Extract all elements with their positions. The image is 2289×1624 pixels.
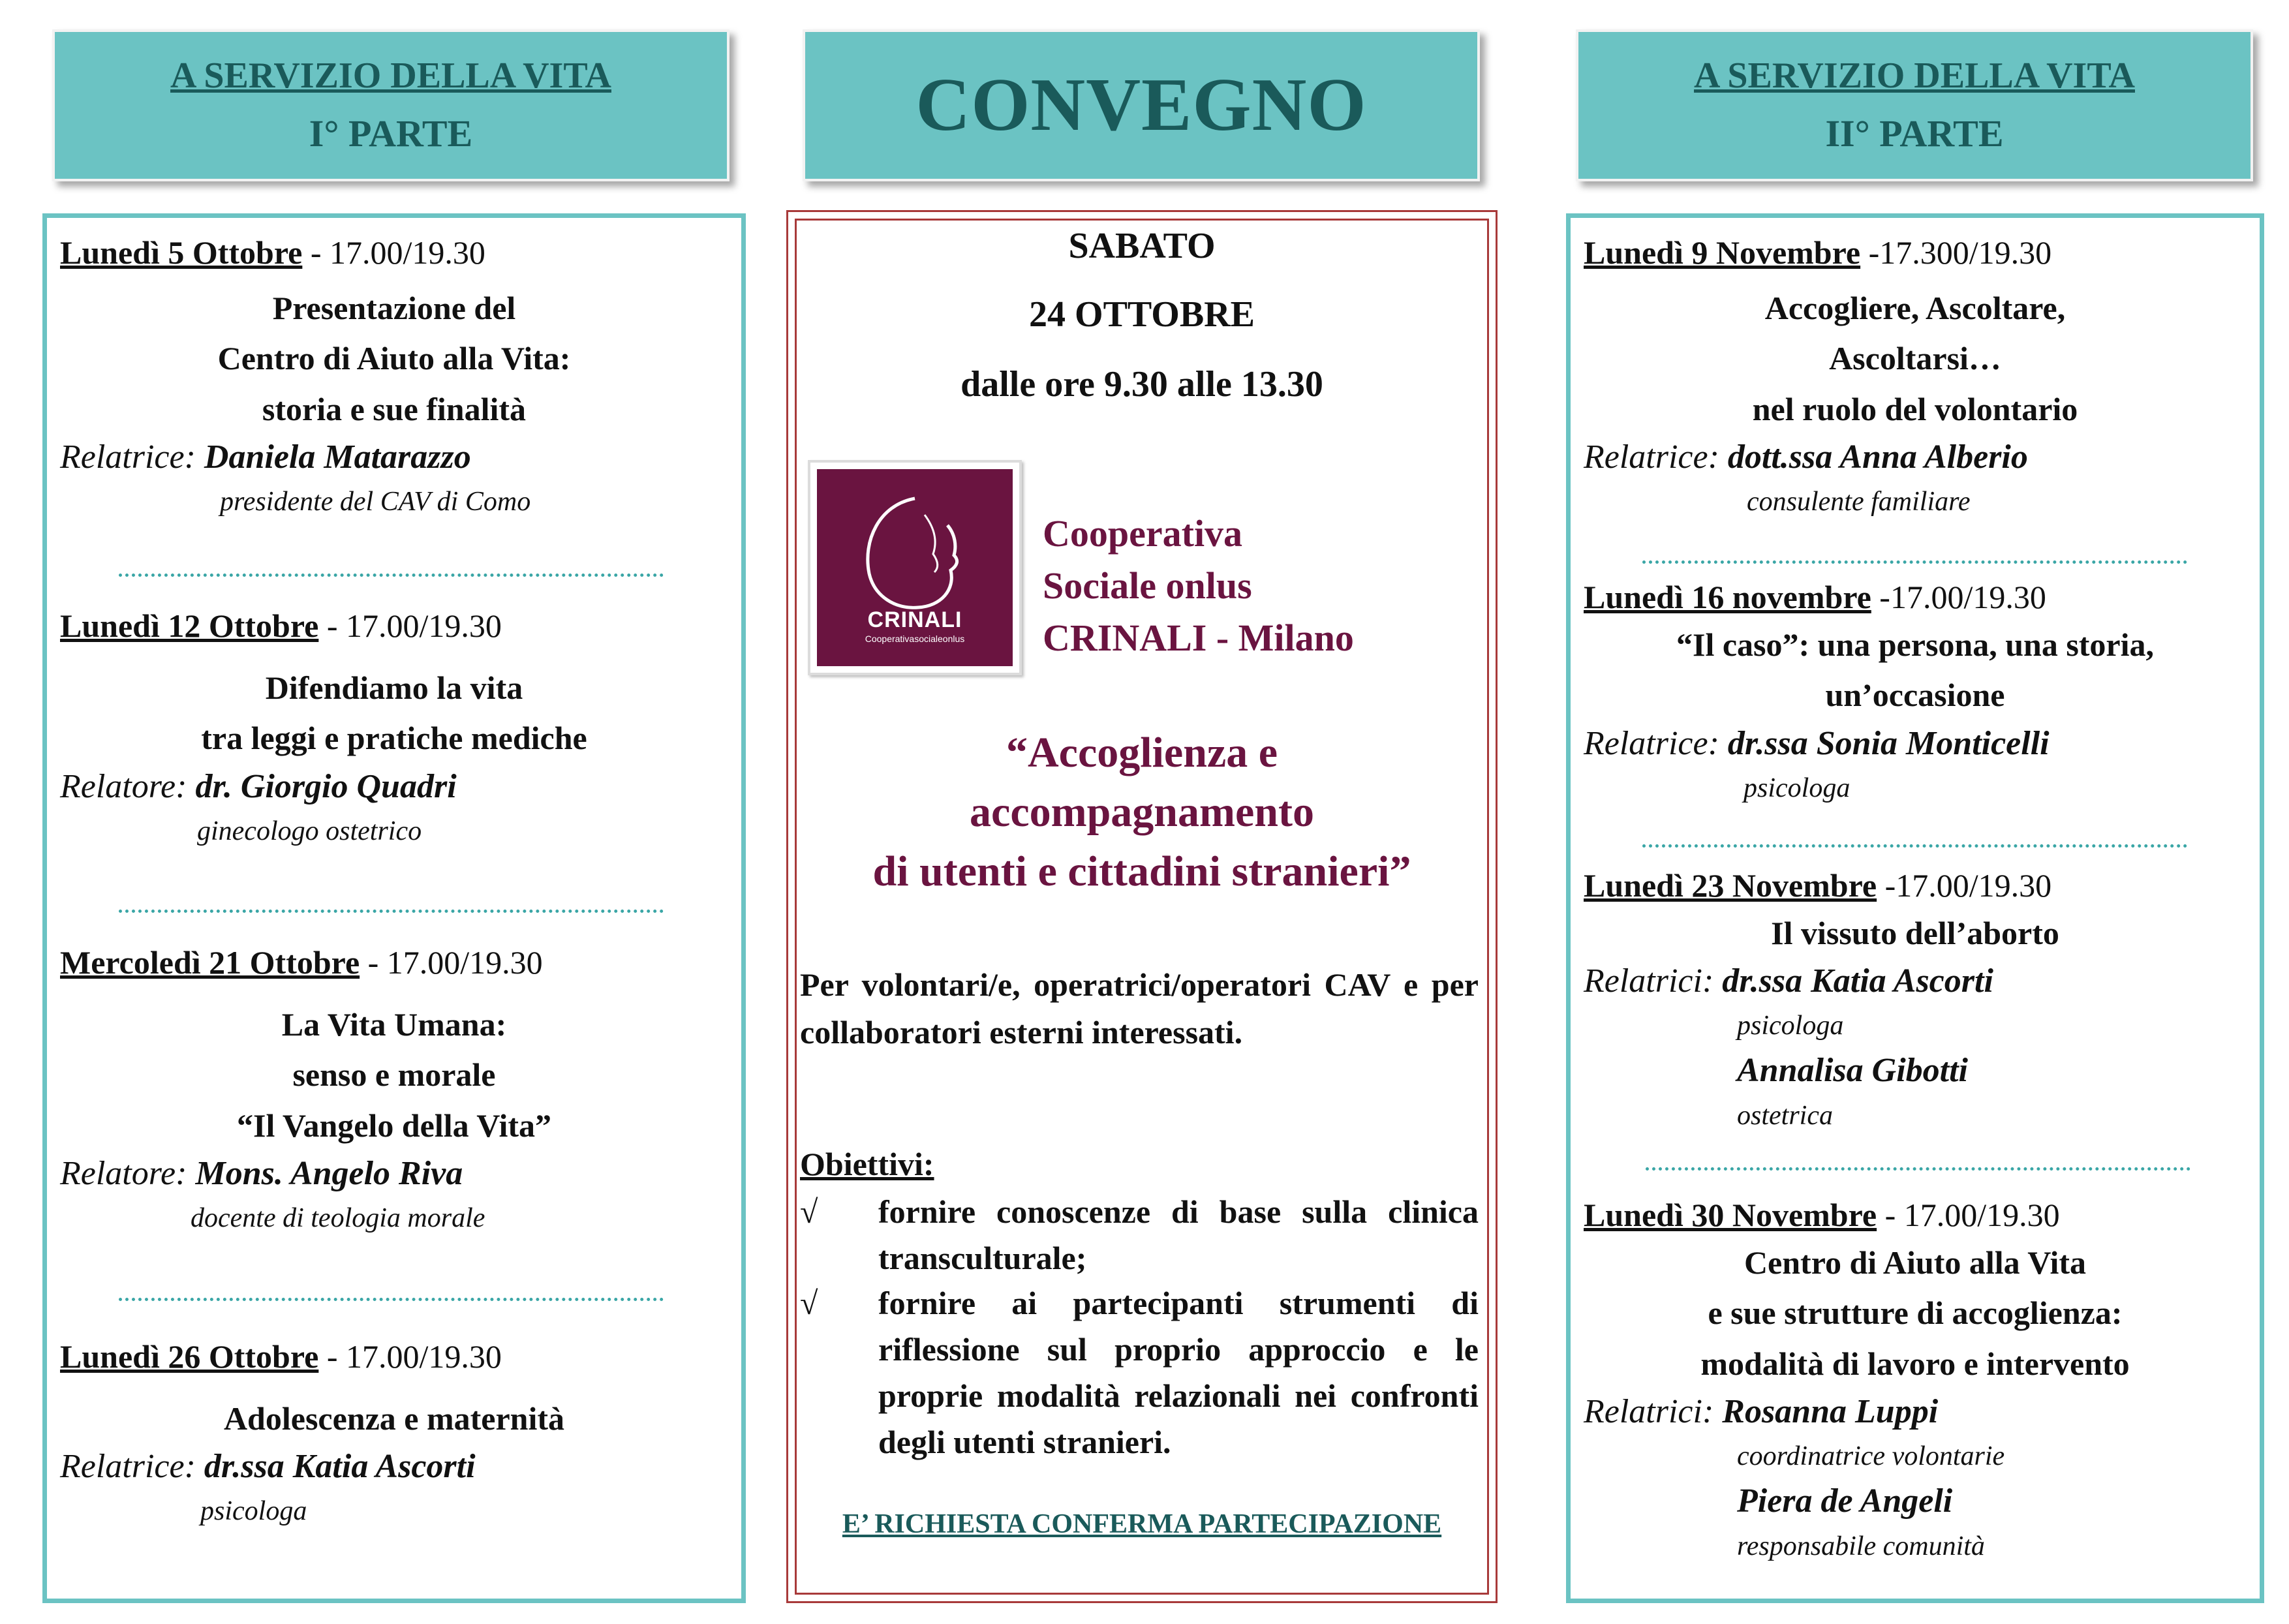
event-time: - 17.00/19.30 — [318, 1338, 502, 1375]
separator — [1642, 560, 2187, 564]
speaker-name: dr.ssa Katia Ascorti — [204, 1448, 476, 1485]
separator — [1646, 1167, 2190, 1171]
cooperative-name — [1043, 508, 1354, 664]
separator — [1642, 844, 2187, 848]
speaker-name: Mons. Angelo Riva — [195, 1155, 463, 1192]
event-date: Lunedì 23 Novembre — [1584, 867, 1877, 904]
logo-word: CRINALI — [867, 607, 962, 632]
speaker-label: Relatrici: — [1584, 1393, 1723, 1430]
speaker-role: psicologa — [200, 1496, 307, 1527]
speaker-name: dr.ssa Katia Ascorti — [1722, 962, 1993, 1000]
audience-text: Per volontari/e, operatrici/operatori CAV e per collaboratori esterni interessati. — [800, 966, 1479, 1050]
event-title-line: Ascoltarsi… — [1829, 340, 2001, 376]
event-right-1 — [1584, 231, 2247, 524]
speaker-label: Relatore: — [60, 767, 196, 805]
right-column — [1566, 213, 2264, 1603]
theme-line: “Accoglienza e — [1006, 729, 1278, 776]
event-date: Lunedì 30 Novembre — [1584, 1197, 1877, 1233]
header-left-title: A SERVIZIO DELLA VITA — [170, 55, 611, 97]
objective-item — [800, 1189, 1479, 1281]
event-date: Mercoledì 21 Ottobre — [60, 944, 360, 981]
event-time: -17.00/19.30 — [1877, 867, 2052, 904]
separator — [119, 1298, 664, 1301]
header-right-part: II° PARTE — [1825, 112, 2004, 155]
speaker-role: presidente del CAV di Como — [220, 487, 531, 517]
header-left-part: I° PARTE — [309, 112, 473, 155]
event-title-line: e sue strutture di accoglienza: — [1708, 1295, 2123, 1331]
coop-line: CRINALI - Milano — [1043, 617, 1354, 660]
event-left-2 — [60, 604, 728, 853]
event-title-line: un’occasione — [1825, 677, 2005, 713]
conference-theme — [803, 723, 1481, 901]
header-middle — [803, 29, 1480, 181]
speaker-label: Relatrici: — [1584, 962, 1723, 1000]
separator — [119, 910, 664, 913]
header-right-title: A SERVIZIO DELLA VITA — [1694, 55, 2135, 97]
event-title-line: La Vita Umana: — [281, 1005, 507, 1043]
speaker-name: dr.ssa Sonia Monticelli — [1727, 724, 2050, 762]
speaker-label: Relatrice: — [60, 1448, 204, 1485]
speaker-role: consulente familiare — [1747, 487, 1971, 517]
speaker-role: ostetrica — [1737, 1100, 1833, 1131]
speaker-name: Daniela Matarazzo — [204, 438, 471, 476]
check-icon: √ — [800, 1285, 818, 1321]
coop-line: Cooperativa — [1043, 512, 1243, 555]
header-left — [52, 29, 730, 181]
speaker-label: Relatrice: — [1584, 724, 1728, 762]
coop-line: Sociale onlus — [1043, 564, 1252, 607]
speaker-name: dr. Giorgio Quadri — [195, 767, 457, 805]
event-title-line: Difendiamo la vita — [265, 669, 523, 706]
conference-day: SABATO — [1068, 226, 1216, 266]
event-title-line: nel ruolo del volontario — [1752, 390, 2078, 427]
event-title-line: senso e morale — [292, 1056, 496, 1093]
crinali-logo — [808, 460, 1022, 675]
speaker-name: Rosanna Luppi — [1722, 1393, 1939, 1430]
separator — [119, 574, 664, 577]
speaker-role: responsabile comunità — [1737, 1531, 1985, 1561]
objective-text: fornire conoscenze di base sulla clinica transculturale; — [878, 1193, 1479, 1276]
event-time: - 17.00/19.30 — [360, 944, 543, 981]
event-title-line: Il vissuto dell’aborto — [1771, 914, 2059, 951]
event-title-line: modalità di lavoro e intervento — [1700, 1345, 2130, 1382]
header-right — [1576, 29, 2253, 181]
left-column — [42, 213, 746, 1603]
objective-text: fornire ai partecipanti strumenti di riflessione sul proprio approccio e le proprie modalità relazionali nei confronti degli utenti stranieri. — [878, 1285, 1479, 1460]
theme-line: di utenti e cittadini stranieri” — [872, 848, 1411, 896]
conference-hours: dalle ore 9.30 alle 13.30 — [960, 364, 1323, 405]
event-title-line: Accogliere, Ascoltare, — [1764, 289, 2066, 326]
theme-line: accompagnamento — [970, 788, 1314, 836]
logo-subtitle: Cooperativasocialeonlus — [865, 634, 965, 644]
event-date: Lunedì 26 Ottobre — [60, 1338, 319, 1375]
event-date: Lunedì 9 Novembre — [1584, 234, 1861, 271]
speaker-role: docente di teologia morale — [191, 1203, 485, 1234]
event-right-4 — [1584, 1193, 2247, 1569]
event-time: -17.300/19.30 — [1860, 234, 2052, 271]
event-time: - 17.00/19.30 — [318, 607, 502, 644]
speaker-role: psicologa — [1737, 1011, 1844, 1041]
event-left-1 — [60, 231, 728, 524]
event-time: -17.00/19.30 — [1871, 579, 2046, 615]
event-date: Lunedì 16 novembre — [1584, 579, 1871, 615]
conference-date: 24 OTTOBRE — [1029, 294, 1255, 335]
event-title-line: Presentazione del — [272, 289, 516, 326]
event-date: Lunedì 5 Ottobre — [60, 234, 303, 271]
event-date: Lunedì 12 Ottobre — [60, 607, 319, 644]
speaker-name: Piera de Angeli — [1737, 1482, 1953, 1520]
speaker-name: dott.ssa Anna Alberio — [1727, 438, 2028, 476]
event-title-line: “Il Vangelo della Vita” — [236, 1107, 552, 1144]
event-title-line: Centro di Aiuto alla Vita — [1744, 1244, 2087, 1281]
event-left-3 — [60, 941, 728, 1240]
event-title-line: Adolescenza e maternità — [223, 1400, 565, 1437]
header-middle-title: CONVEGNO — [915, 63, 1367, 147]
speaker-label: Relatrice: — [60, 438, 204, 476]
speaker-role: ginecologo ostetrico — [197, 816, 422, 846]
event-title-line: tra leggi e pratiche mediche — [201, 720, 587, 756]
objective-item — [800, 1280, 1479, 1465]
check-icon: √ — [800, 1193, 818, 1230]
event-title-line: storia e sue finalità — [262, 390, 527, 427]
speaker-role: psicologa — [1744, 773, 1851, 803]
event-right-3 — [1584, 864, 2247, 1138]
event-left-4 — [60, 1335, 728, 1533]
speaker-role: coordinatrice volontarie — [1737, 1441, 2005, 1472]
objectives-heading: Obiettivi: — [800, 1146, 934, 1182]
event-title-line: Centro di Aiuto alla Vita: — [217, 340, 571, 376]
confirmation-notice: E’ RICHIESTA CONFERMA PARTECIPAZIONE — [842, 1509, 1442, 1539]
speaker-name: Annalisa Gibotti — [1737, 1052, 1968, 1090]
event-time: - 17.00/19.30 — [1877, 1197, 2060, 1233]
speaker-label: Relatrice: — [1584, 438, 1728, 476]
event-title-line: “Il caso”: una persona, una storia, — [1676, 626, 2155, 663]
speaker-label: Relatore: — [60, 1155, 196, 1192]
event-time: - 17.00/19.30 — [302, 234, 485, 271]
event-right-2 — [1584, 575, 2247, 810]
